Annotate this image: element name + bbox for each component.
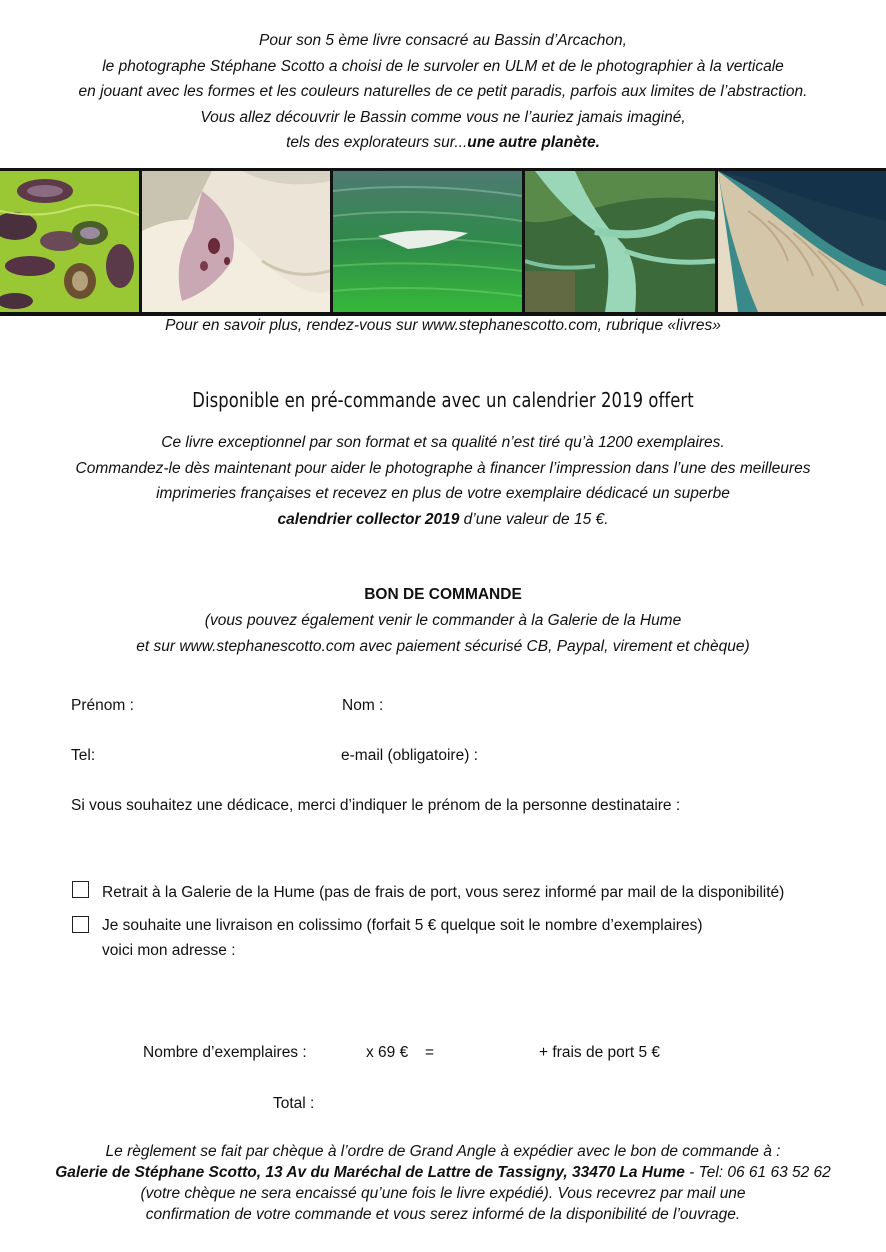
retrait-option-label: Retrait à la Galerie de la Hume (pas de frais de port, vous serez informé par mail de la disponibilité) <box>102 884 785 901</box>
shipping-cost: + frais de port 5 € <box>539 1044 661 1061</box>
quantity-field[interactable]: Nombre d’exemplaires : <box>143 1044 307 1061</box>
photo-dune-coast <box>718 171 886 312</box>
intro-line: en jouant avec les formes et les couleurs naturelles de ce petit paradis, parfois aux limites de l’abstraction. <box>78 83 808 100</box>
adresse-field[interactable]: voici mon adresse : <box>102 942 236 959</box>
livraison-option-label: Je souhaite une livraison en colissimo (forfait 5 € quelque soit le nombre d’exemplaires) <box>102 917 703 934</box>
tel-field[interactable]: Tel: <box>71 747 96 764</box>
intro-line: Vous allez découvrir le Bassin comme vous ne l’auriez jamais imaginé, <box>200 108 686 126</box>
livraison-checkbox[interactable] <box>72 916 89 933</box>
photo-strip <box>0 168 886 316</box>
email-field[interactable]: e-mail (obligatoire) : <box>341 747 478 764</box>
order-form-title: BON DE COMMANDE <box>364 586 522 603</box>
intro-text <box>0 28 886 156</box>
offer-line: calendrier collector 2019 d’une valeur de 15 €. <box>277 510 609 528</box>
retrait-checkbox[interactable] <box>72 881 89 898</box>
nom-field[interactable]: Nom : <box>342 697 384 714</box>
dedicace-field[interactable]: Si vous souhaitez une dédicace, merci d’indiquer le prénom de la personne destinataire : <box>71 797 681 814</box>
intro-line: Pour son 5 ème livre consacré au Bassin d’Arcachon, <box>259 32 627 49</box>
intro-line: tels des explorateurs sur...une autre planète. <box>286 134 600 151</box>
availability-title: Disponible en pré-commande avec un calendrier 2019 offert <box>192 388 694 412</box>
unit-price: x 69 € <box>366 1044 409 1061</box>
photo-green-waves <box>333 171 522 312</box>
intro-line: le photographe Stéphane Scotto a choisi de le survoler en ULM et de le photographier à la verticale <box>102 57 784 75</box>
offer-line: Ce livre exceptionnel par son format et sa qualité n’est tiré qu’à 1200 exemplaires. <box>161 434 725 451</box>
photo-green-marsh <box>0 171 139 312</box>
order-form-subtitle: (vous pouvez également venir le commander à la Galerie de la Hume et sur www.stephanescotto.com avec paiement sécurisé CB, Paypal, virement et chèque) <box>136 612 750 655</box>
offer-paragraph <box>0 430 886 532</box>
more-info-text: Pour en savoir plus, rendez-vous sur www.stephanescotto.com, rubrique «livres» <box>165 317 721 334</box>
photo-estuary <box>525 171 715 312</box>
offer-line: imprimeries françaises et recevez en plus de votre exemplaire dédicacé un superbe <box>156 485 730 502</box>
photo-sand-purple <box>142 171 330 312</box>
payment-footer: Le règlement se fait par chèque à l’ordre de Grand Angle à expédier avec le bon de commande à : Galerie de Stéphane Scotto, 13 Av du Maréchal de Lattre de Tassigny, 33470 La Hume - Tel: 06 61 63 52 62 (votre chèque ne sera encaissé qu’une fois le livre expédié). Vous recevrez par mail une confirmation de votre commande et vous serez informé de la disponibilité de l’ouvrage. <box>55 1143 831 1223</box>
equals-sign: = <box>425 1044 435 1061</box>
offer-line: Commandez-le dès maintenant pour aider le photographe à financer l’impression dans l’une des meilleures <box>75 459 811 477</box>
total-field[interactable]: Total : <box>273 1095 315 1112</box>
prenom-field[interactable]: Prénom : <box>71 697 134 714</box>
